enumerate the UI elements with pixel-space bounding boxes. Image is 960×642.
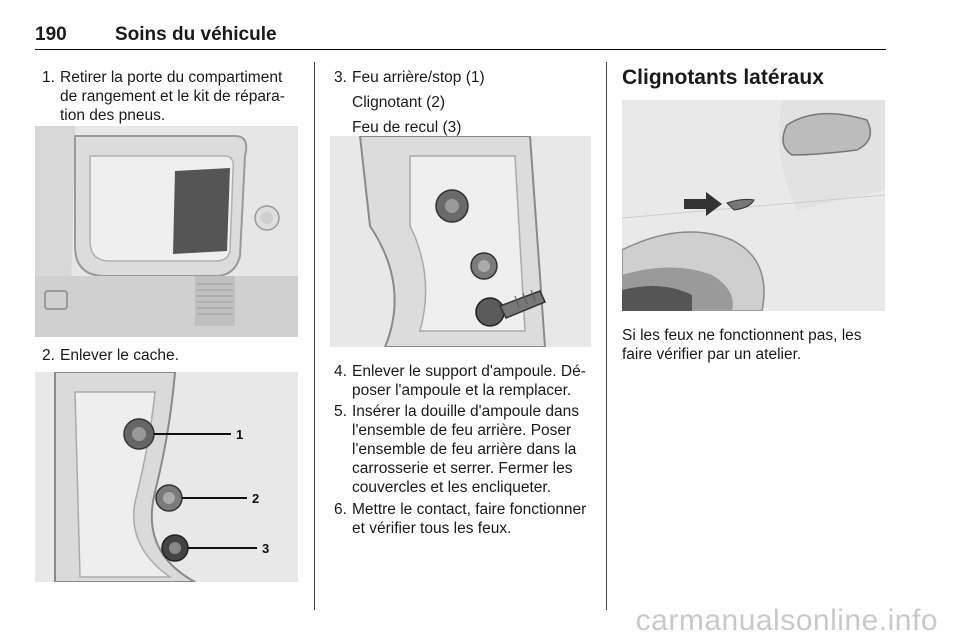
- page-header: [35, 24, 885, 50]
- body-line: faire vérifier par un atelier.: [622, 346, 802, 363]
- step-2: [42, 346, 304, 366]
- step-text-line: carrosserie et serrer. Fermer les: [352, 460, 573, 477]
- step-text-line: et vérifier tous les feux.: [352, 520, 512, 537]
- step-6: [334, 500, 596, 540]
- bulb-label: Feu arrière/stop (1): [352, 69, 485, 86]
- step-5: [334, 402, 596, 498]
- bulb-label: Clignotant (2): [352, 94, 446, 111]
- watermark: carmanualsonline.info: [635, 604, 938, 637]
- callout-label: 3: [262, 541, 270, 556]
- step-number: 5.: [334, 403, 347, 420]
- column-divider-1: [314, 62, 315, 610]
- step-text: Enlever le cache.: [60, 347, 179, 364]
- body-line: Si les feux ne fonctionnent pas, les: [622, 327, 862, 344]
- section-body: [622, 326, 885, 366]
- step-4: [334, 362, 596, 402]
- column-divider-2: [606, 62, 607, 610]
- bulb-holder-illustration: [330, 136, 591, 347]
- step-text-line: Insérer la douille d'ampoule dans: [352, 403, 579, 420]
- page-number: 190: [35, 24, 67, 45]
- step-1: [42, 68, 304, 128]
- page-title: Soins du véhicule: [115, 24, 277, 45]
- step-number: 2.: [42, 347, 55, 364]
- step-text-line: l'ensemble de feu arrière dans la: [352, 441, 577, 458]
- tail-light-callout-illustration: [35, 372, 298, 582]
- bulb-label: Feu de recul (3): [352, 119, 462, 136]
- step-text-line: Retirer la porte du compartiment: [60, 69, 283, 86]
- step-3: [334, 68, 596, 136]
- step-text-line: tion des pneus.: [60, 107, 166, 124]
- step-text-line: de rangement et le kit de répara-: [60, 88, 285, 105]
- step-text-line: poser l'ampoule et la remplacer.: [352, 382, 572, 399]
- step-number: 6.: [334, 501, 347, 518]
- header-divider: [35, 49, 886, 50]
- step-number: 3.: [334, 69, 347, 86]
- step-text-line: Enlever le support d'ampoule. Dé-: [352, 363, 586, 380]
- storage-compartment-illustration: [35, 126, 298, 337]
- step-number: 4.: [334, 363, 347, 380]
- step-text-line: couvercles et les encliqueter.: [352, 479, 552, 496]
- step-text-line: Mettre le contact, faire fonctionner: [352, 501, 587, 518]
- section-title: Clignotants latéraux: [622, 66, 824, 89]
- side-indicator-illustration: [622, 100, 885, 311]
- step-text-line: l'ensemble de feu arrière. Poser: [352, 422, 572, 439]
- callout-label: 2: [252, 491, 260, 506]
- step-number: 1.: [42, 69, 55, 86]
- callout-label: 1: [236, 427, 244, 442]
